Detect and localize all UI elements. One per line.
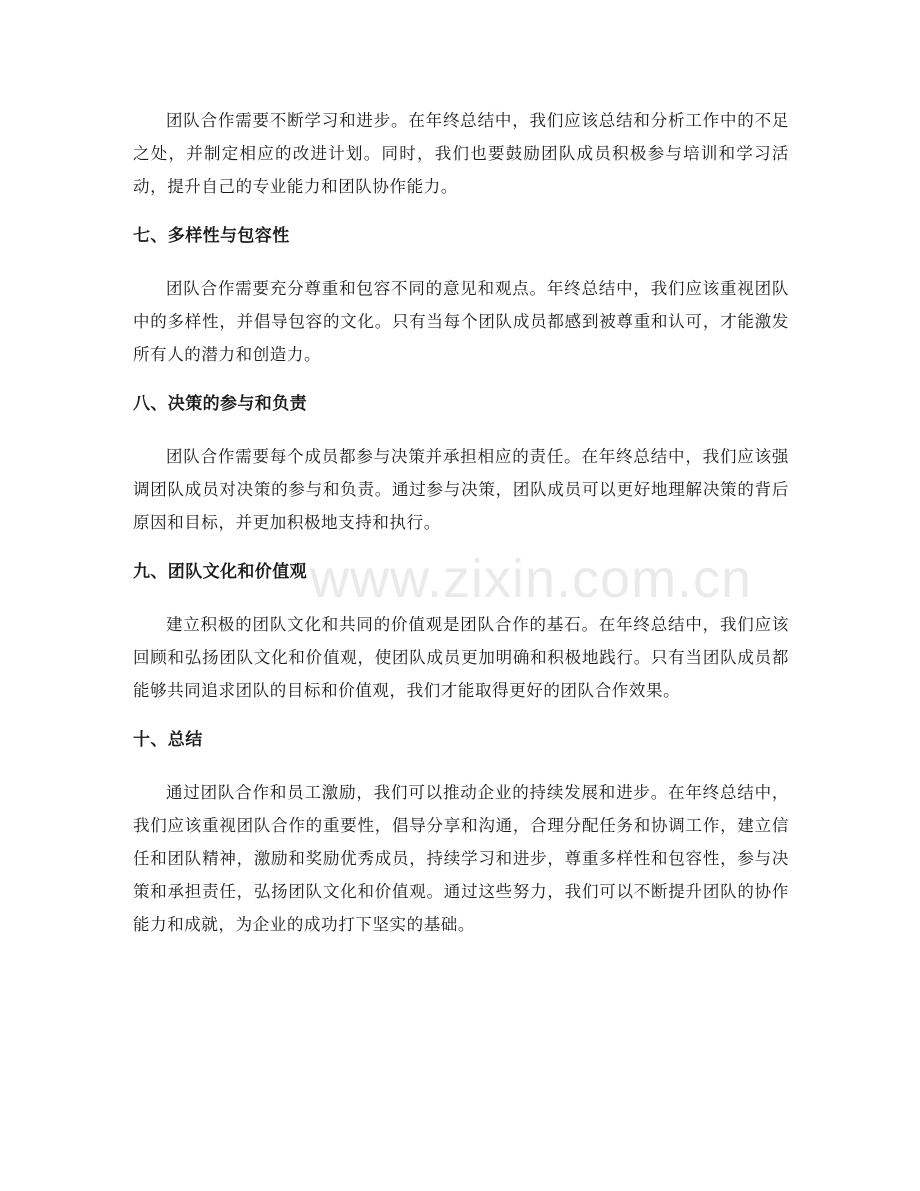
section-paragraph-10: 通过团队合作和员工激励，我们可以推动企业的持续发展和进步。在年终总结中，我们应该重视团队合作的重要性，倡导分享和沟通，合理分配任务和协调工作，建立信任和团队精神，激励和奖励优秀成员，持续学习和进步，尊重多样性和包容性，参与决策和承担责任，弘扬团队文化和价值观。通过这些努力，我们可以不断提升团队的协作能力和成就，为企业的成功打下坚实的基础。 bbox=[133, 783, 789, 934]
intro-paragraph: 团队合作需要不断学习和进步。在年终总结中，我们应该总结和分析工作中的不足之处，并制定相应的改进计划。同时，我们也要鼓励团队成员积极参与培训和学习活动，提升自己的专业能力和团队协作能力。 bbox=[133, 111, 789, 196]
section-paragraph-9: 建立积极的团队文化和共同的价值观是团队合作的基石。在年终总结中，我们应该回顾和弘扬团队文化和价值观，使团队成员更加明确和积极地践行。只有当团队成员都能够共同追求团队的目标和价值观，我们才能取得更好的团队合作效果。 bbox=[133, 615, 789, 700]
section-heading-10: 十、总结 bbox=[133, 730, 203, 750]
document-body bbox=[133, 104, 789, 958]
watermark: www.zixin.com.cn bbox=[310, 549, 753, 609]
section-heading-9: 九、团队文化和价值观 bbox=[133, 562, 307, 582]
section-heading-8: 八、决策的参与和负责 bbox=[133, 394, 307, 414]
section-paragraph-7: 团队合作需要充分尊重和包容不同的意见和观点。年终总结中，我们应该重视团队中的多样性，并倡导包容的文化。只有当每个团队成员都感到被尊重和认可，才能激发所有人的潜力和创造力。 bbox=[133, 279, 789, 364]
section-heading-7: 七、多样性与包容性 bbox=[133, 226, 290, 246]
section-paragraph-8: 团队合作需要每个成员都参与决策并承担相应的责任。在年终总结中，我们应该强调团队成员对决策的参与和负责。通过参与决策，团队成员可以更好地理解决策的背后原因和目标，并更加积极地支持和执行。 bbox=[133, 447, 789, 532]
